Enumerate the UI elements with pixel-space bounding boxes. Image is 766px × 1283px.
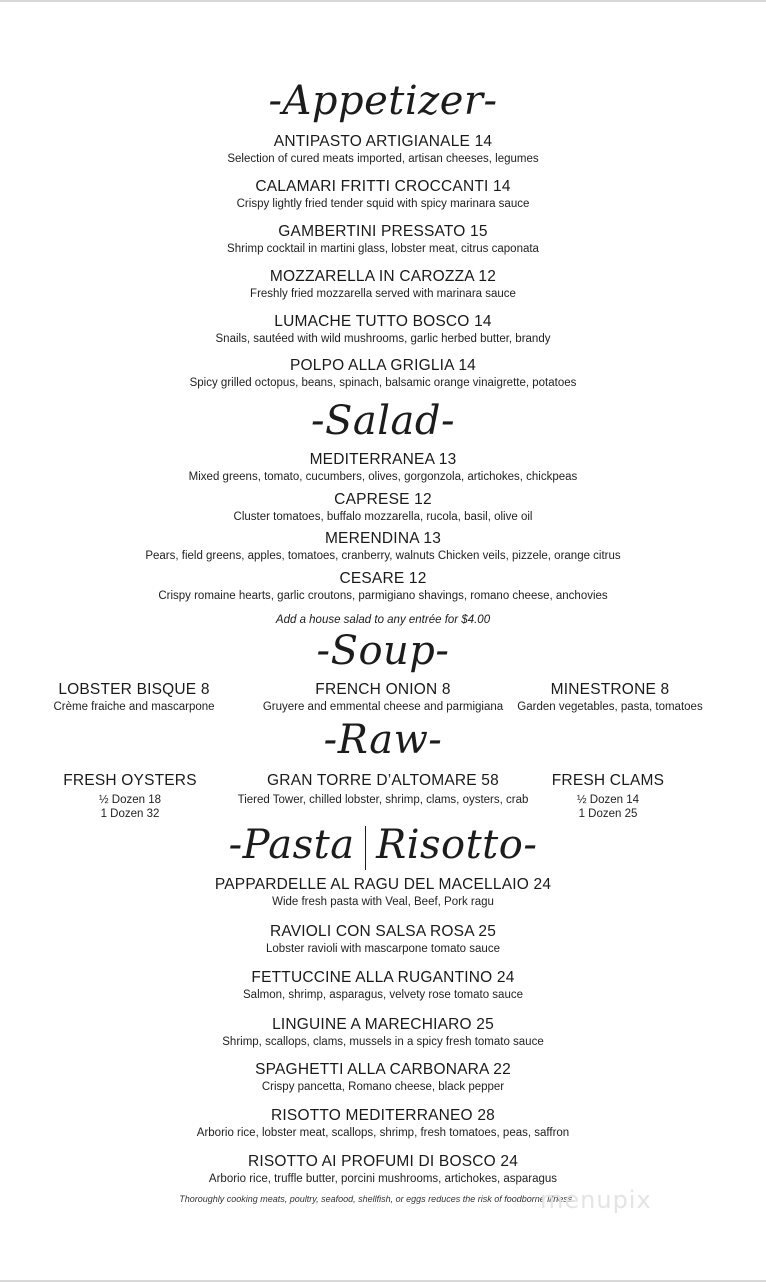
soup-item — [20, 681, 248, 714]
item-name: FRESH CLAMS — [551, 772, 665, 789]
item-name: LOBSTER BISQUE 8 — [58, 681, 210, 698]
item-description: Mixed greens, tomato, cucumbers, olives, gorgonzola, artichokes, chickpeas — [188, 471, 578, 483]
menu-item — [0, 223, 766, 256]
section-heading-raw: -Raw- — [323, 717, 443, 763]
bottom-border — [0, 1280, 766, 1282]
item-description: Selection of cured meats imported, artisan cheeses, legumes — [227, 153, 539, 165]
menu-item — [0, 570, 766, 603]
heading-pasta: -Pasta — [228, 822, 355, 868]
raw-item-torre — [218, 772, 548, 807]
item-name: FRENCH ONION 8 — [315, 681, 451, 698]
item-description: Lobster ravioli with mascarpone tomato sauce — [266, 943, 500, 955]
item-description: Gruyere and emmental cheese and parmigiana — [262, 701, 504, 713]
item-description: Shrimp, scallops, clams, mussels in a spicy fresh tomato sauce — [222, 1036, 544, 1048]
menu-item — [0, 357, 766, 390]
raw-item-clams — [508, 772, 708, 821]
item-name: GAMBERTINI PRESSATO 15 — [278, 223, 488, 240]
item-name: CESARE 12 — [339, 570, 427, 587]
item-description: Spicy grilled octopus, beans, spinach, balsamic orange vinaigrette, potatoes — [189, 377, 577, 389]
item-price-dozen: 1 Dozen 25 — [578, 808, 638, 820]
food-safety-disclaimer: Thoroughly cooking meats, poultry, seafood, shellfish, or eggs reduces the risk of foodborne illness. — [179, 1194, 575, 1204]
item-name: GRAN TORRE D’ALTOMARE 58 — [267, 772, 499, 789]
item-name: CAPRESE 12 — [334, 491, 432, 508]
item-description: Crispy pancetta, Romano cheese, black pepper — [261, 1081, 505, 1093]
menupix-watermark: menupix — [540, 1186, 652, 1214]
menu-item — [0, 1107, 766, 1140]
item-name: MOZZARELLA IN CAROZZA 12 — [269, 268, 497, 285]
item-name: PAPPARDELLE AL RAGU DEL MACELLAIO 24 — [214, 876, 552, 893]
menu-item — [0, 1016, 766, 1049]
item-price-half: ½ Dozen 18 — [98, 794, 161, 806]
raw-item-oysters — [30, 772, 230, 821]
item-name: LINGUINE A MARECHIARO 25 — [272, 1016, 494, 1033]
item-name: RAVIOLI CON SALSA ROSA 25 — [269, 923, 497, 940]
menu-item — [0, 923, 766, 956]
item-description: Pears, field greens, apples, tomatoes, cranberry, walnuts Chicken veils, pizzele, orange citrus — [145, 550, 621, 562]
section-heading-appetizer: -Appetizer- — [268, 78, 498, 124]
soup-item — [248, 681, 518, 714]
item-price-half: ½ Dozen 14 — [576, 794, 639, 806]
soup-item — [510, 681, 710, 714]
item-description: Wide fresh pasta with Veal, Beef, Pork ragu — [272, 896, 494, 908]
item-name: SPAGHETTI ALLA CARBONARA 22 — [255, 1061, 511, 1078]
item-name: RISOTTO MEDITERRANEO 28 — [271, 1107, 495, 1124]
item-name: ANTIPASTO ARTIGIANALE 14 — [273, 133, 493, 150]
heading-divider — [365, 826, 367, 870]
menu-item — [0, 133, 766, 166]
salad-note: Add a house salad to any entrée for $4.00 — [275, 614, 491, 626]
item-description: Snails, sautéed with wild mushrooms, garlic herbed butter, brandy — [215, 333, 551, 345]
menu-item — [0, 1153, 766, 1186]
item-description: Freshly fried mozzarella served with marinara sauce — [250, 288, 516, 300]
item-name: LUMACHE TUTTO BOSCO 14 — [274, 313, 492, 330]
item-description: Crispy romaine hearts, garlic croutons, parmigiano shavings, romano cheese, anchovies — [158, 590, 608, 602]
menu-item — [0, 268, 766, 301]
menu-item — [0, 313, 766, 346]
item-price-dozen: 1 Dozen 32 — [100, 808, 160, 820]
item-name: RISOTTO AI PROFUMI DI BOSCO 24 — [247, 1153, 519, 1170]
item-description: Salmon, shrimp, asparagus, velvety rose tomato sauce — [243, 989, 523, 1001]
section-heading-salad: -Salad- — [310, 398, 456, 444]
section-heading-soup: -Soup- — [316, 628, 450, 674]
menu-item — [0, 178, 766, 211]
item-name: FETTUCCINE ALLA RUGANTINO 24 — [251, 969, 515, 986]
section-heading-pasta-risotto — [0, 822, 766, 870]
item-description: Crispy lightly fried tender squid with spicy marinara sauce — [236, 198, 530, 210]
item-description: Cluster tomatoes, buffalo mozzarella, rucola, basil, olive oil — [233, 511, 533, 523]
item-description: Tiered Tower, chilled lobster, shrimp, clams, oysters, crab — [237, 794, 529, 806]
menu-item — [0, 451, 766, 484]
heading-risotto: Risotto- — [376, 822, 538, 868]
item-name: POLPO ALLA GRIGLIA 14 — [290, 357, 476, 374]
menu-item — [0, 876, 766, 909]
item-description: Arborio rice, lobster meat, scallops, shrimp, fresh tomatoes, peas, saffron — [196, 1127, 570, 1139]
item-description: Crème fraiche and mascarpone — [53, 701, 215, 713]
item-description: Arborio rice, truffle butter, porcini mushrooms, artichokes, asparagus — [208, 1173, 558, 1185]
menu-item — [0, 491, 766, 524]
menu-item — [0, 1061, 766, 1094]
item-name: FRESH OYSTERS — [63, 772, 197, 789]
item-name: MERENDINA 13 — [324, 530, 442, 547]
menu-item — [0, 530, 766, 563]
item-description: Garden vegetables, pasta, tomatoes — [517, 701, 703, 713]
item-name: MEDITERRANEA 13 — [309, 451, 457, 468]
menu-item — [0, 969, 766, 1002]
item-name: CALAMARI FRITTI CROCCANTI 14 — [255, 178, 511, 195]
top-border — [0, 0, 766, 2]
item-description: Shrimp cocktail in martini glass, lobster meat, citrus caponata — [227, 243, 539, 255]
item-name: MINESTRONE 8 — [550, 681, 670, 698]
